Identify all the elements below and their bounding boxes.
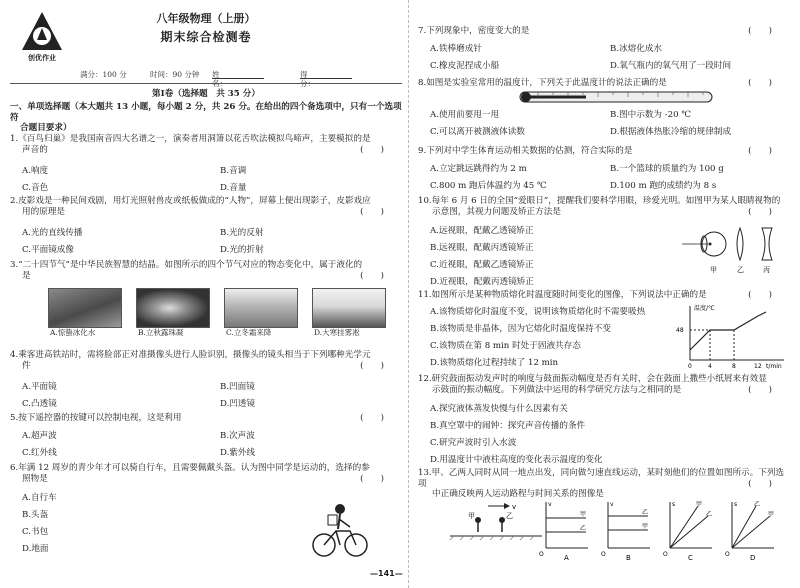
picture-dew-drop[interactable] (136, 288, 210, 328)
eye-lens-figure (680, 222, 790, 276)
option-c[interactable]: C.红外线 (22, 448, 57, 458)
answer-graphs (536, 498, 786, 562)
option-c[interactable]: C.平面镜成像 (22, 245, 74, 255)
option-a[interactable]: A.该物质熔化时温度不变，说明该物质熔化时不需要吸热 (430, 307, 646, 317)
graph-d[interactable] (725, 501, 774, 562)
answer-paren[interactable]: ( ) (748, 290, 772, 300)
picture-frost[interactable] (224, 288, 298, 328)
option-b[interactable]: B.一个篮球的质量约为 100 g (610, 164, 724, 174)
answer-paren[interactable]: ( ) (748, 479, 772, 489)
option-c[interactable]: C.书包 (22, 527, 49, 537)
question-1-line2: 声音的 (22, 144, 48, 155)
question-10-line2: 示意图，其视力问题及矫正方法是 (432, 206, 561, 217)
question-6-line2: 照物是 (22, 473, 48, 484)
question-4-line2: 件 (22, 360, 31, 371)
answer-paren[interactable]: ( ) (748, 146, 772, 156)
option-d[interactable]: D.光的折射 (220, 245, 264, 255)
option-a[interactable]: A.探究液体蒸发快慢与什么因素有关 (430, 404, 568, 414)
name-label: 姓名： (212, 70, 227, 89)
question-3 (10, 260, 402, 286)
answer-paren[interactable]: ( ) (360, 474, 384, 484)
graph-c-o: O (663, 551, 668, 558)
label-bing: 丙 (763, 266, 770, 274)
graph-y48: 48 (676, 327, 684, 334)
option-c[interactable]: C.凸透镜 (22, 399, 57, 409)
full-score: 满分：100 分 (80, 70, 127, 79)
question-10 (418, 196, 790, 288)
graph-c-jia: 甲 (696, 501, 703, 508)
answer-paren[interactable]: ( ) (748, 207, 772, 217)
option-a[interactable]: A.使用前要甩一甩 (430, 110, 500, 120)
option-c[interactable]: C.该物质在第 8 min 时处于固液共存态 (430, 341, 581, 351)
graph-c[interactable] (663, 500, 712, 562)
graph-b-v: v (610, 501, 614, 508)
option-d[interactable]: D.根据液体热胀冷缩的规律制成 (610, 127, 732, 137)
graph-x4: 4 (708, 363, 712, 370)
question-9 (418, 146, 790, 196)
solar-term-pictures (48, 288, 402, 342)
question-11-line1: 11.如图所示是某种物质熔化时温度随时间变化的图像，下列说法中正确的是 (418, 290, 707, 300)
graph-b[interactable] (601, 501, 650, 562)
question-2 (10, 196, 402, 256)
question-10-line1: 10.每年 6 月 6 日的全国“爱眼日”，提醒我们要科学用眼，珍爱光明。如图甲为某人眼睛视物的 (418, 196, 781, 206)
option-d[interactable]: D.凹透镜 (220, 399, 256, 409)
question-5-line1: 5.按下遥控器的按键可以控制电视，这是利用 (10, 413, 182, 423)
question-1 (10, 134, 402, 194)
option-a[interactable]: A.光的直线传播 (22, 228, 83, 238)
grade-title: 八年级物理（上册） (156, 12, 256, 25)
question-12-line1: 12.研究鼓面振动发声时的响度与鼓面振动幅度是否有关时，会在鼓面上撒些小纸屑来有效显 (418, 374, 767, 384)
option-b[interactable]: B.真空罩中的闹钟：探究声音传播的条件 (430, 421, 586, 431)
label-yi: 乙 (737, 266, 744, 274)
question-13-line2: 中正确反映两人运动路程与时间关系的图像是 (432, 489, 604, 500)
question-2-line1: 2.皮影戏是一种民间戏剧，用灯光照射兽皮或纸板做成的“人物”，屏幕上便出现影子，皮影戏应 (10, 196, 371, 206)
graph-x8: 8 (732, 363, 736, 370)
answer-paren[interactable]: ( ) (360, 361, 384, 371)
melting-graph (674, 302, 790, 370)
question-13-line1: 13.甲、乙两人同时从同一地点出发，同向做匀速直线运动，某时刻他们的位置如图所示。下列选项 (418, 468, 785, 489)
page-number: —141— (370, 569, 403, 578)
question-3-line1: 3.“二十四节气”是中华民族智慧的结晶。如图所示的四个节气对应的物态变化中，属于液化的 (10, 260, 363, 270)
question-12-line2: 示鼓面的振动幅度。下列做法中运用的科学研究方法与之相同的是 (432, 384, 682, 395)
option-d[interactable]: D.该物质熔化过程持续了 12 min (430, 358, 559, 368)
thermometer-figure (518, 89, 718, 105)
section-heading (10, 102, 402, 134)
time-limit: 时间：90 分钟 (150, 70, 200, 79)
section-title: 第Ⅰ卷（选择题 共 35 分） (152, 89, 260, 99)
option-a[interactable]: A.立定跳远跳得约为 2 m (430, 164, 527, 174)
answer-paren[interactable]: ( ) (360, 271, 384, 281)
runners-figure (448, 498, 544, 548)
picture-label-c: C.立冬霜来降 (226, 328, 272, 337)
graph-ylabel: 温度/℃ (694, 305, 715, 312)
option-a[interactable]: A.铁棒磨成针 (430, 44, 482, 54)
graph-b-o: O (601, 551, 606, 558)
question-7-line1: 7.下列现象中，密度变大的是 (418, 26, 530, 36)
exam-title: 期末综合检测卷 (160, 30, 252, 44)
cyclist-illustration (310, 501, 370, 559)
option-d[interactable]: D.地面 (22, 544, 49, 554)
graph-c-yi: 乙 (706, 511, 713, 518)
column-divider (408, 0, 409, 588)
question-4 (10, 350, 402, 410)
graph-x0: 0 (688, 363, 692, 370)
option-b[interactable]: B.冰熔化成水 (610, 44, 663, 54)
runner-v-label: v (512, 503, 517, 511)
option-c[interactable]: C.研究声波时引入水波 (430, 438, 517, 448)
section-heading-line1: 一、单项选择题（本大题共 13 小题，每小题 2 分，共 26 分。在给出的四个备选项中，只有一个选项符 (10, 102, 402, 123)
option-d[interactable]: D.音量 (220, 183, 247, 193)
option-a[interactable]: A.响度 (22, 166, 49, 176)
option-a[interactable]: A.自行车 (22, 493, 57, 503)
question-3-line2: 是 (22, 270, 31, 281)
option-d[interactable]: D.紫外线 (220, 448, 256, 458)
graph-a-o: O (539, 551, 544, 558)
option-c[interactable]: C.近视眼，配戴乙透镜矫正 (430, 260, 534, 270)
graph-a[interactable] (539, 501, 588, 562)
option-d[interactable]: D.氧气瓶内的氧气用了一段时间 (610, 61, 732, 71)
graph-xunit: t/min (766, 363, 782, 370)
runner-jia-label: 甲 (468, 512, 475, 520)
question-5 (10, 413, 402, 465)
option-b[interactable]: B.音调 (220, 166, 247, 176)
option-b[interactable]: B.次声波 (220, 431, 255, 441)
option-c[interactable]: C.800 m 跑后体温约为 45 ℃ (430, 181, 547, 191)
option-b[interactable]: B.图中示数为 -20 ℃ (610, 110, 691, 120)
question-12 (418, 374, 790, 464)
picture-label-b: B.立秋露珠凝 (138, 328, 184, 337)
graph-d-s: s (734, 501, 738, 508)
question-11 (418, 290, 790, 370)
option-a[interactable]: A.平面镜 (22, 382, 57, 392)
picture-rime-tree[interactable] (312, 288, 386, 328)
option-d[interactable]: D.100 m 跑的成绩约为 8 s (610, 181, 717, 191)
option-b[interactable]: B.光的反射 (220, 228, 264, 238)
runner-yi-label: 乙 (506, 512, 513, 520)
graph-c-s: s (672, 501, 676, 508)
graph-x12: 12 (754, 363, 762, 370)
graph-b-label: B (626, 554, 631, 562)
question-7 (418, 26, 790, 76)
option-c[interactable]: C.橡皮泥捏成小船 (430, 61, 500, 71)
picture-label-d: D.大寒挂雾凇 (314, 328, 360, 337)
graph-a-yi: 乙 (580, 525, 587, 532)
picture-thawing-ice[interactable] (48, 288, 122, 328)
question-9-line1: 9.下列对中学生体育运动相关数据的估测，符合实际的是 (418, 146, 633, 156)
graph-a-label: A (564, 554, 569, 562)
answer-paren[interactable]: ( ) (360, 207, 384, 217)
graph-d-yi: 乙 (754, 501, 761, 508)
score-label: 得分： (300, 70, 315, 89)
option-a[interactable]: A.超声波 (22, 431, 57, 441)
question-13 (418, 468, 790, 566)
graph-b-jia: 甲 (642, 523, 649, 530)
option-b[interactable]: B.远视眼，配戴丙透镜矫正 (430, 243, 534, 253)
graph-c-label: C (688, 554, 693, 562)
score-blank[interactable] (300, 70, 352, 79)
option-b[interactable]: B.凹面镜 (220, 382, 255, 392)
option-b[interactable]: B.头盔 (22, 510, 49, 520)
answer-paren[interactable]: ( ) (748, 78, 772, 88)
option-d[interactable]: D.近视眼，配戴丙透镜矫正 (430, 277, 534, 287)
right-column (418, 0, 790, 588)
question-6-line1: 6.年满 12 周岁的青少年才可以骑自行车，且需要佩戴头盔。认为图中同学是运动的，选择的参 (10, 463, 370, 473)
question-8-line1: 8.如图是实验室常用的温度计，下列关于此温度计的说法正确的是 (418, 78, 667, 88)
name-blank[interactable] (212, 70, 264, 79)
question-2-line2: 用的原理是 (22, 206, 65, 217)
answer-paren[interactable]: ( ) (360, 413, 384, 423)
label-jia: 甲 (710, 266, 717, 274)
left-column (10, 0, 402, 588)
question-8 (418, 78, 790, 144)
question-6 (10, 463, 402, 563)
answer-paren[interactable]: ( ) (748, 385, 772, 395)
option-c[interactable]: C.音色 (22, 183, 49, 193)
logo-caption: 创优作业 (28, 53, 56, 62)
header-rule (10, 83, 402, 84)
option-c[interactable]: C.可以离开被测液体读数 (430, 127, 525, 137)
graph-d-o: O (725, 551, 730, 558)
question-1-line1: 1.《百鸟归巢》是我国南音四大名谱之一，演奏者用洞箫以花舌吹法模拟鸟啼声，主要模拟的是 (10, 134, 371, 144)
graph-d-label: D (750, 554, 756, 562)
answer-paren[interactable]: ( ) (748, 26, 772, 36)
answer-paren[interactable]: ( ) (360, 145, 384, 155)
graph-a-v: v (548, 501, 552, 508)
option-a[interactable]: A.远视眼，配戴乙透镜矫正 (430, 226, 534, 236)
option-b[interactable]: B.该物质是非晶体，因为它熔化时温度保持不变 (430, 324, 611, 334)
option-d[interactable]: D.用温度计中液柱高度的变化表示温度的变化 (430, 455, 603, 465)
graph-d-jia: 甲 (768, 511, 775, 518)
graph-a-jia: 甲 (580, 511, 587, 518)
graph-b-yi: 乙 (642, 509, 649, 516)
picture-label-a: A.惊蛰冰化水 (50, 328, 96, 337)
question-4-line1: 4.乘客进高铁站时，需将脸部正对准摄像头进行人脸识别，摄像头的镜头相当于下列哪种光学元 (10, 350, 371, 360)
section-heading-line2: 合题目要求） (20, 123, 72, 134)
